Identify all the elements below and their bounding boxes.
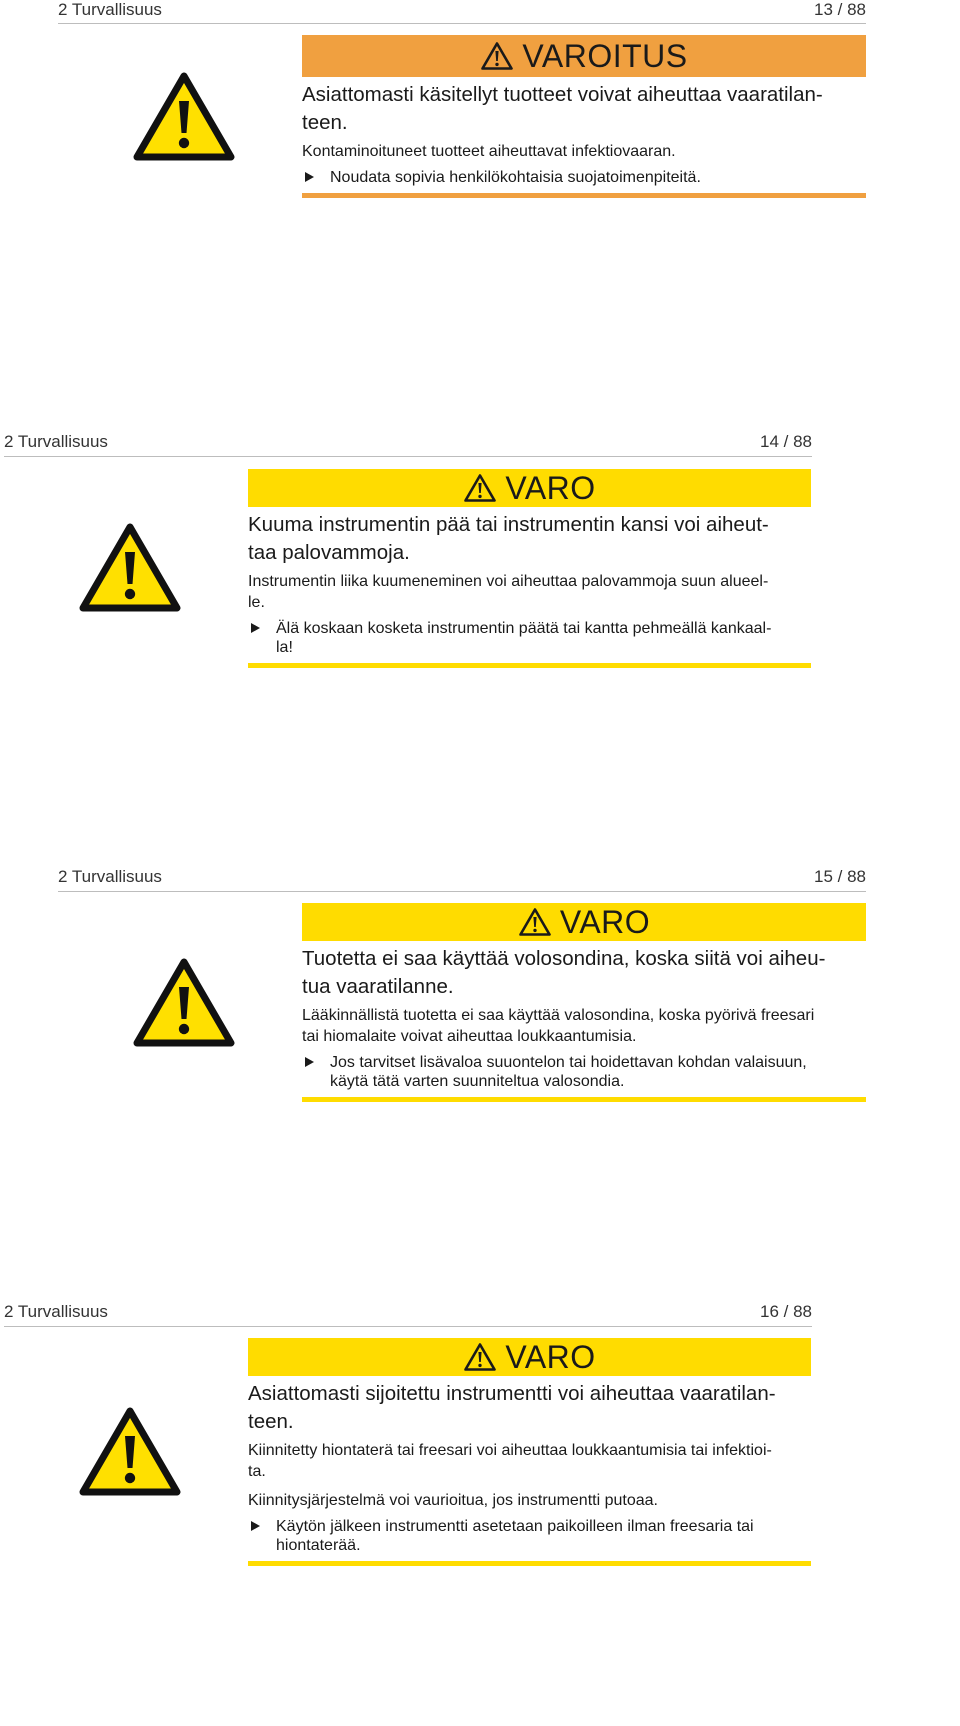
page-header (0, 1302, 960, 1324)
signal-word: VARO (505, 469, 596, 506)
warning-triangle-icon (78, 522, 182, 614)
hazard-consequence: Lääkinnällistä tuotetta ei saa käyttää valosondina, koska pyörivä freesari tai hiomalaite voivat aiheuttaa loukkaantumisia. (302, 1007, 815, 1045)
header-rule (4, 1326, 812, 1327)
action-item (248, 1517, 811, 1555)
hazard-headline: Kuuma instrumentin pää tai instrumentin kansi voi aiheut- taa palovammoja. (248, 513, 769, 564)
signal-banner (248, 1338, 811, 1376)
notice-bottom-rule (248, 1561, 811, 1566)
action-item (302, 1053, 866, 1091)
signal-word: VARO (559, 903, 651, 940)
hazard-consequence: Instrumentin liika kuumeneminen voi aiheuttaa palovammoja suun alueel- le. (248, 573, 769, 611)
header-rule (4, 456, 812, 457)
action-text: Jos tarvitset lisävaloa suuontelon tai hoidettavan kohdan valaisuun, käytä tätä varten suunniteltua valosondia. (330, 1054, 807, 1090)
page-header (0, 0, 960, 22)
action-item (248, 619, 811, 657)
action-text: Käytön jälkeen instrumentti asetetaan paikoilleen ilman freesaria tai hiontaterää. (276, 1518, 754, 1554)
signal-banner (248, 469, 811, 507)
hazard-headline: Asiattomasti sijoitettu instrumentti voi aiheuttaa vaaratilan- teen. (248, 1382, 776, 1433)
triangle-bullet-icon (305, 172, 314, 182)
safety-notice (302, 35, 866, 198)
section-title: 2 Turvallisuus (58, 0, 162, 19)
triangle-bullet-icon (251, 623, 260, 633)
hazard-consequence: Kontaminoituneet tuotteet aiheuttavat infektiovaaran. (302, 143, 676, 160)
signal-banner (302, 903, 866, 941)
section-title: 2 Turvallisuus (4, 432, 108, 451)
action-text: Älä koskaan kosketa instrumentin päätä tai kantta pehmeällä kankaal- la! (276, 620, 772, 656)
action-text: Noudata sopivia henkilökohtaisia suojatoimenpiteitä. (330, 169, 701, 186)
warning-triangle-icon (78, 1406, 182, 1498)
triangle-bullet-icon (251, 1521, 260, 1531)
notice-bottom-rule (302, 193, 866, 198)
safety-notice (248, 1338, 811, 1566)
hazard-consequence: Kiinnitetty hiontaterä tai freesari voi aiheuttaa loukkaantumisia tai infektioi- ta. (248, 1442, 772, 1480)
signal-banner (302, 35, 866, 77)
page-header (0, 432, 960, 454)
warning-triangle-icon (132, 71, 236, 163)
warning-triangle-icon (480, 41, 514, 71)
warning-triangle-icon (132, 957, 236, 1049)
header-rule (58, 23, 866, 24)
page-number: 14 / 88 (760, 432, 812, 451)
signal-word: VARO (505, 1338, 596, 1375)
action-item (302, 168, 866, 187)
page-number: 16 / 88 (760, 1302, 812, 1321)
hazard-headline: Tuotetta ei saa käyttää volosondina, koska siitä voi aiheu- tua vaaratilanne. (302, 947, 826, 998)
section-title: 2 Turvallisuus (58, 867, 162, 886)
hazard-consequence: Kiinnitysjärjestelmä voi vaurioitua, jos instrumentti putoaa. (248, 1492, 658, 1509)
notice-bottom-rule (248, 663, 811, 668)
safety-notice (302, 903, 866, 1102)
signal-word: VAROITUS (522, 37, 688, 74)
hazard-headline: Asiattomasti käsitellyt tuotteet voivat aiheuttaa vaaratilan- teen. (302, 83, 823, 134)
triangle-bullet-icon (305, 1057, 314, 1067)
warning-triangle-icon (463, 1342, 497, 1372)
section-title: 2 Turvallisuus (4, 1302, 108, 1321)
page-number: 15 / 88 (814, 867, 866, 886)
notice-bottom-rule (302, 1097, 866, 1102)
warning-triangle-icon (518, 907, 552, 937)
warning-triangle-icon (463, 473, 497, 503)
safety-notice (248, 469, 811, 668)
header-rule (58, 891, 866, 892)
page-header (0, 867, 960, 889)
page-number: 13 / 88 (814, 0, 866, 19)
